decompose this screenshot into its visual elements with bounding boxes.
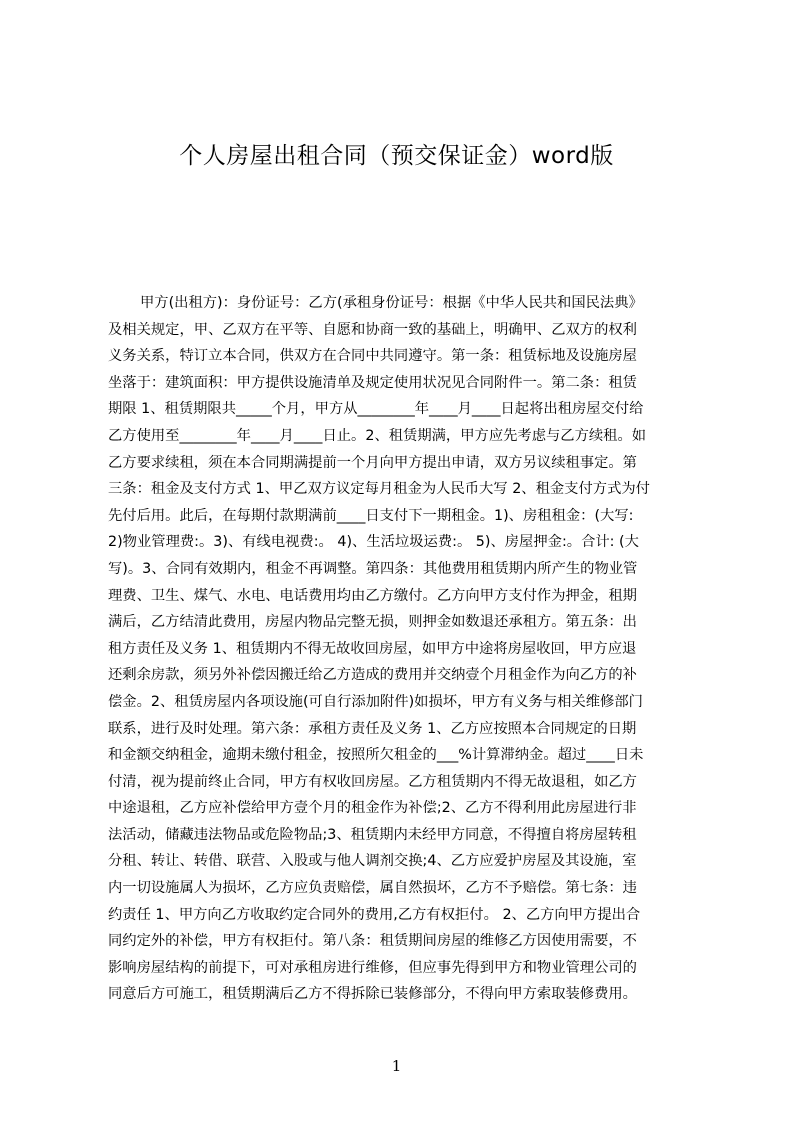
body-line: 义务关系，特订立本合同，供双方在合同中共同遵守。第一条：租赁标地及设施房屋 — [108, 348, 637, 365]
body-line: 先付后用。此后，在每期付款期满前____日支付下一期租金。1)、房租租金：(大写: — [108, 507, 634, 524]
document-title: 个人房屋出租合同（预交保证金）word版 — [179, 143, 614, 169]
body-line: 理费、卫生、煤气、水电、电话费用均由乙方缴付。乙方向甲方支付作为押金，租期 — [108, 587, 637, 604]
body-line: 期限 1、租赁期限共_____个月，甲方从________年____月____日起将出租房屋交付给 — [108, 401, 644, 418]
body-line: 租方责任及义务 1、租赁期内不得无故收回房屋，如甲方中途将房屋收回，甲方应退 — [108, 640, 637, 657]
body-line: 同意后方可施工，租赁期满后乙方不得拆除已装修部分，不得向甲方索取装修费用。 — [108, 986, 637, 1003]
body-line: 法活动，储藏违法物品或危险物品;3、租赁期内未经甲方同意，不得擅自将房屋转租 — [108, 826, 637, 843]
body-line: 写)。3、合同有效期内，租金不再调整。第四条：其他费用租赁期内所产生的物业管 — [108, 560, 638, 577]
body-line: 2)物业管理费:。3)、有线电视费:。 4)、生活垃圾运费:。 5)、房屋押金:。合计: (大 — [108, 534, 639, 551]
body-line: 乙方使用至________年____月____日止。2、租赁期满，甲方应先考虑与乙方续租。如 — [108, 427, 647, 444]
body-line: 及相关规定，甲、乙双方在平等、自愿和协商一致的基础上，明确甲、乙双方的权利 — [108, 321, 637, 338]
body-line: 偿金。2、租赁房屋内各项设施(可自行添加附件)如损坏，甲方有义务与相关维修部门 — [108, 693, 643, 710]
body-line: 分租、转让、转借、联营、入股或与他人调剂交换;4、乙方应爱护房屋及其设施，室 — [108, 853, 637, 870]
body-line: 同约定外的补偿，甲方有权拒付。第八条：租赁期间房屋的维修乙方因使用需要，不 — [108, 933, 637, 950]
body-line: 中途退租，乙方应补偿给甲方壹个月的租金作为补偿;2、乙方不得利用此房屋进行非 — [108, 800, 637, 817]
body-line: 三条：租金及支付方式 1、甲乙双方议定每月租金为人民币大写 2、租金支付方式为付 — [108, 481, 650, 498]
body-line: 付清，视为提前终止合同，甲方有权收回房屋。乙方租赁期内不得无故退租，如乙方 — [108, 773, 637, 790]
body-line: 坐落于：建筑面积：甲方提供设施清单及规定使用状况见合同附件一。第二条：租赁 — [108, 374, 637, 391]
body-line: 内一切设施属人为损坏，乙方应负责赔偿，属自然损坏，乙方不予赔偿。第七条：违 — [108, 880, 637, 897]
page-number: 1 — [391, 1057, 402, 1075]
body-line: 乙方要求续租，须在本合同期满提前一个月向甲方提出申请，双方另议续租事定。第 — [108, 454, 637, 471]
body-line: 还剩余房款，须另外补偿因搬迁给乙方造成的费用并交纳壹个月租金作为向乙方的补 — [108, 667, 637, 684]
contract-body — [108, 290, 698, 1008]
body-line: 影响房屋结构的前提下，可对承租房进行维修，但应事先得到甲方和物业管理公司的 — [108, 959, 637, 976]
body-line: 满后，乙方结清此费用，房屋内物品完整无损，则押金如数退还承租方。第五条：出 — [108, 614, 637, 631]
body-line: 和金额交纳租金，逾期未缴付租金，按照所欠租金的___%计算滞纳金。超过____日未 — [108, 747, 644, 764]
body-line: 约责任 1、甲方向乙方收取约定合同外的费用,乙方有权拒付。 2、乙方向甲方提出合 — [108, 906, 641, 923]
body-line: 甲方(出租方)：身份证号：乙方(承租身份证号：根据《中华人民共和国民法典》 — [140, 295, 643, 311]
body-line: 联系，进行及时处理。第六条：承租方责任及义务 1、乙方应按照本合同规定的日期 — [108, 720, 637, 737]
